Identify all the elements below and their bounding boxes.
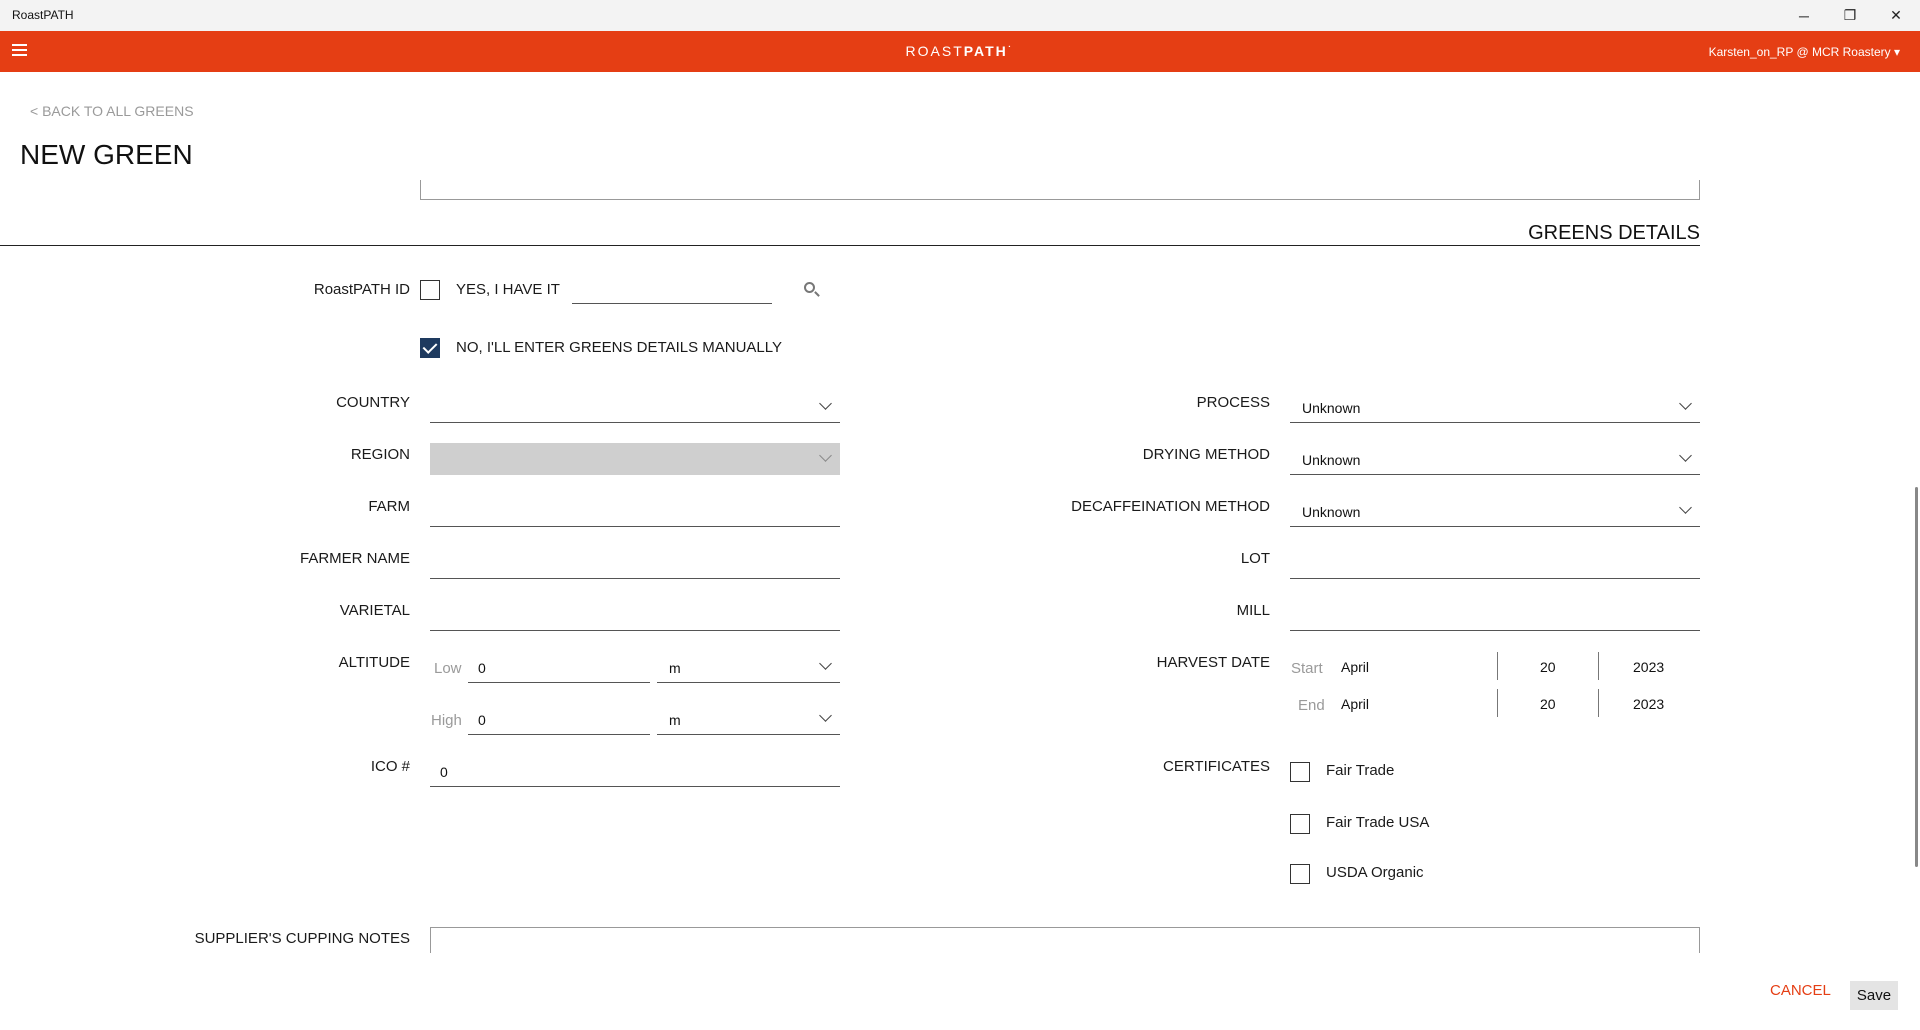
drying-method-select[interactable] [1290, 443, 1700, 475]
back-to-all-greens-link[interactable]: < BACK TO ALL GREENS [30, 103, 194, 119]
altitude-high-input[interactable] [468, 703, 650, 735]
user-account-menu[interactable]: Karsten_on_RP @ MCR Roastery ▾ [1708, 45, 1900, 59]
altitude-high-unit: m [669, 712, 681, 728]
vertical-scrollbar[interactable] [1915, 487, 1918, 867]
decaffeination-method-label: DECAFFEINATION METHOD [1071, 498, 1270, 515]
region-select [430, 443, 840, 475]
chevron-down-icon [1679, 501, 1692, 514]
restore-button[interactable]: ❐ [1843, 7, 1857, 23]
drying-method-value: Unknown [1302, 452, 1361, 468]
chevron-down-icon [819, 657, 832, 670]
fair-trade-usa-checkbox[interactable] [1290, 814, 1310, 834]
process-select[interactable] [1290, 391, 1700, 423]
harvest-date-label: HARVEST DATE [1156, 654, 1270, 671]
decaffeination-method-select[interactable] [1290, 495, 1700, 527]
previous-section-box [420, 180, 1700, 200]
save-button[interactable]: Save [1850, 981, 1898, 1010]
lot-label: LOT [1240, 550, 1270, 567]
date-separator [1598, 652, 1599, 680]
cupping-notes-label: SUPPLIER'S CUPPING NOTES [194, 930, 410, 947]
harvest-start-year[interactable]: 2023 [1633, 659, 1665, 675]
harvest-start-month[interactable]: April [1341, 659, 1370, 675]
country-select[interactable] [430, 391, 840, 423]
varietal-input[interactable] [430, 599, 840, 631]
mill-label: MILL [1236, 602, 1270, 619]
altitude-low-unit-select[interactable] [657, 651, 840, 683]
roastpath-id-label: RoastPATH ID [313, 281, 410, 298]
chevron-down-icon [1679, 449, 1692, 462]
window-title-bar [0, 0, 1920, 31]
usda-organic-checkbox[interactable] [1290, 864, 1310, 884]
harvest-end-month[interactable]: April [1341, 696, 1370, 712]
app-header [0, 31, 1920, 72]
fair-trade-usa-label: Fair Trade USA [1326, 814, 1430, 831]
section-title-greens-details: GREENS DETAILS [1528, 222, 1700, 244]
manual-entry-label: NO, I'LL ENTER GREENS DETAILS MANUALLY [456, 339, 783, 356]
have-id-checkbox[interactable] [420, 280, 440, 300]
section-divider [0, 245, 1700, 246]
date-separator [1598, 689, 1599, 717]
harvest-start-day[interactable]: 20 [1540, 659, 1556, 675]
harvest-start-label: Start [1291, 660, 1323, 677]
region-label: REGION [350, 446, 410, 463]
roastpath-logo [0, 43, 1920, 59]
drying-method-label: DRYING METHOD [1142, 446, 1270, 463]
mill-input[interactable] [1290, 599, 1700, 631]
altitude-high-label: High [431, 712, 462, 729]
farmer-name-input[interactable] [430, 547, 840, 579]
farm-input[interactable] [430, 495, 840, 527]
chevron-down-icon [819, 397, 832, 410]
certificates-label: CERTIFICATES [1163, 758, 1270, 775]
altitude-low-value: 0 [478, 660, 486, 676]
altitude-high-unit-select[interactable] [657, 703, 840, 735]
altitude-label: ALTITUDE [338, 654, 410, 671]
close-window-button[interactable]: ✕ [1890, 7, 1902, 23]
ico-value: 0 [440, 764, 448, 780]
altitude-low-unit: m [669, 660, 681, 676]
date-separator [1497, 652, 1498, 680]
altitude-low-input[interactable] [468, 651, 650, 683]
country-label: COUNTRY [336, 394, 410, 411]
chevron-down-icon [819, 709, 832, 722]
logo-text-bold: PATH [963, 43, 1008, 59]
harvest-end-day[interactable]: 20 [1540, 696, 1556, 712]
farmer-name-label: FARMER NAME [299, 550, 410, 567]
harvest-end-year[interactable]: 2023 [1633, 696, 1665, 712]
have-id-label: YES, I HAVE IT [456, 281, 560, 298]
logo-mark: ˙ [1007, 43, 1015, 59]
ico-input[interactable] [430, 755, 840, 787]
harvest-end-label: End [1298, 697, 1325, 714]
altitude-low-label: Low [434, 660, 462, 677]
logo-text-light: ROAST [905, 43, 964, 59]
farm-label: FARM [368, 498, 410, 515]
chevron-down-icon [819, 449, 832, 462]
minimize-button[interactable]: ─ [1799, 7, 1809, 24]
altitude-high-value: 0 [478, 712, 486, 728]
varietal-label: VARIETAL [339, 602, 410, 619]
page-title: NEW GREEN [20, 139, 193, 170]
cupping-notes-textarea[interactable] [430, 927, 1700, 953]
ico-label: ICO # [370, 758, 410, 775]
fair-trade-label: Fair Trade [1326, 762, 1395, 779]
fair-trade-checkbox[interactable] [1290, 762, 1310, 782]
manual-entry-checkbox[interactable] [420, 338, 440, 358]
lot-input[interactable] [1290, 547, 1700, 579]
decaffeination-method-value: Unknown [1302, 504, 1361, 520]
process-label: PROCESS [1196, 394, 1270, 411]
usda-organic-label: USDA Organic [1326, 864, 1424, 881]
chevron-down-icon [1679, 397, 1692, 410]
date-separator [1497, 689, 1498, 717]
cancel-button[interactable]: CANCEL [1770, 982, 1831, 999]
roastpath-id-input[interactable] [572, 272, 772, 304]
window-title: RoastPATH [12, 8, 74, 22]
search-icon[interactable] [804, 282, 820, 298]
process-value: Unknown [1302, 400, 1361, 416]
